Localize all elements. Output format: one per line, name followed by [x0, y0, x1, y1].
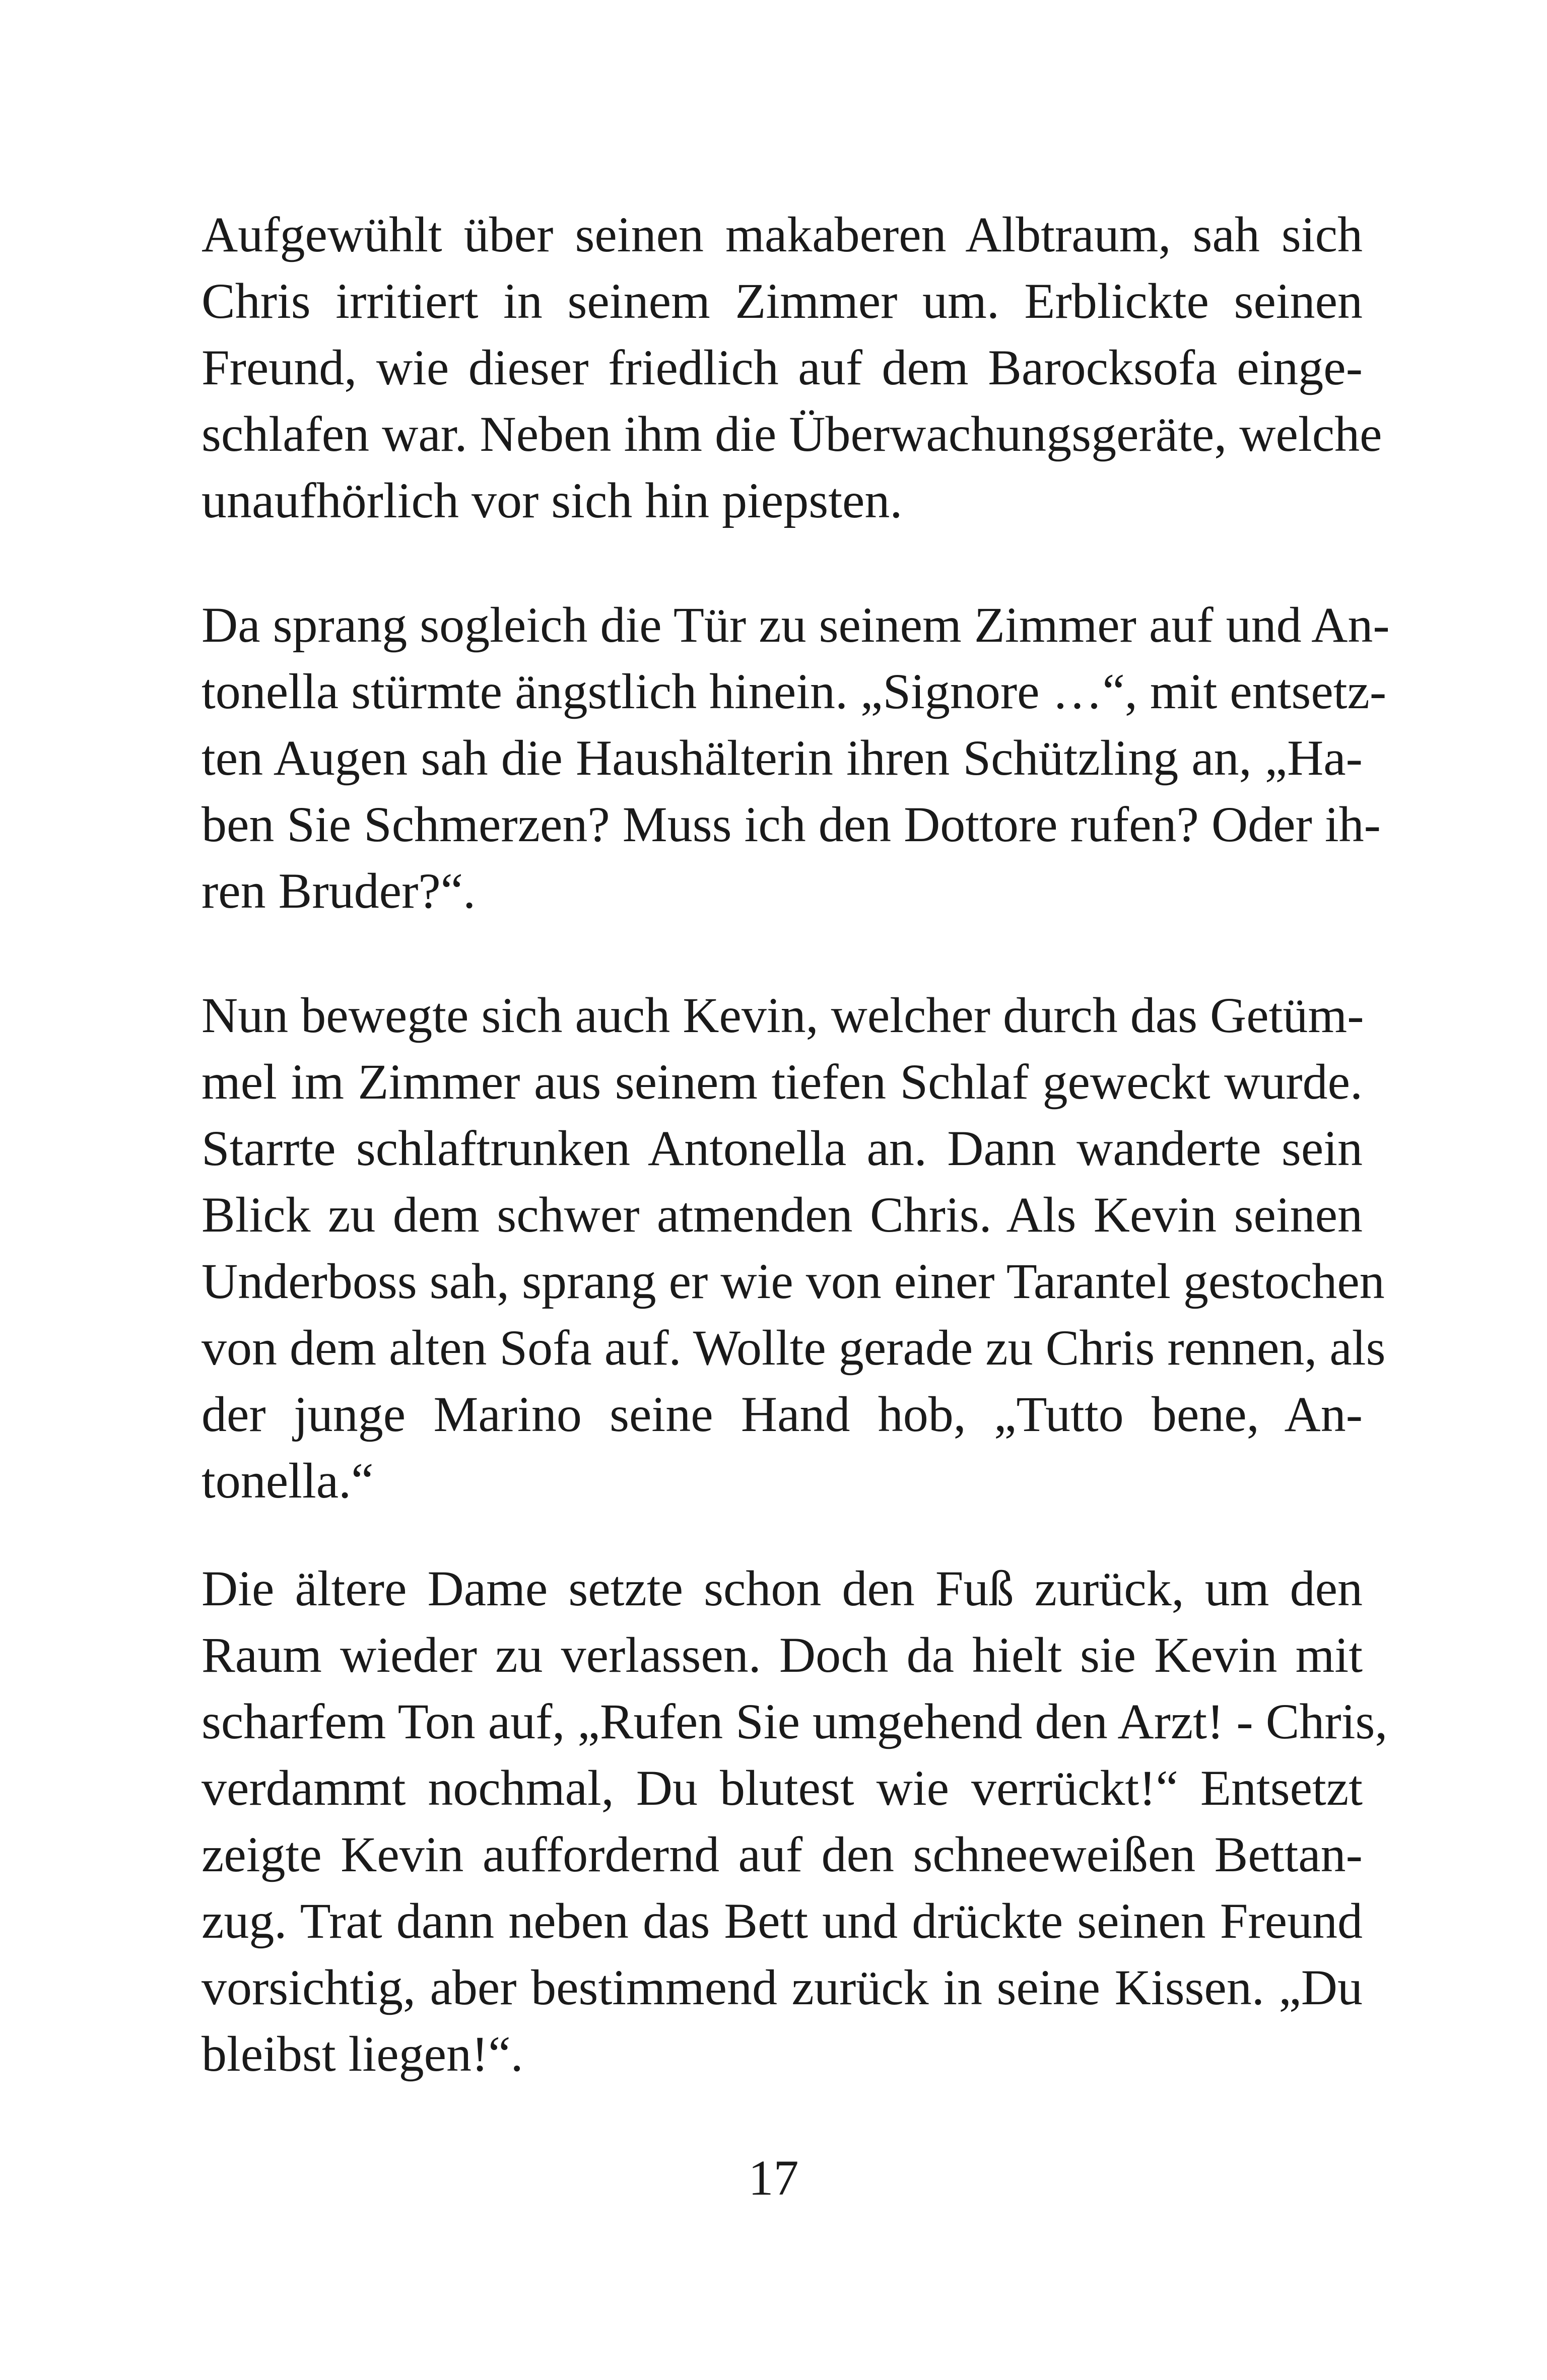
text-line: Raum wieder zu verlassen. Doch da hielt sie Kevin mit — [201, 1627, 1363, 1683]
text-line: Starrte schlaftrunken Antonella an. Dann wanderte sein — [201, 1120, 1363, 1176]
text-line: mel im Zimmer aus seinem tiefen Schlaf geweckt wurde. — [201, 1054, 1363, 1110]
text-line: zeigte Kevin auffordernd auf den schneeweißen Bettan- — [201, 1826, 1363, 1882]
text-line: zug. Trat dann neben das Bett und drückte seinen Freund — [201, 1893, 1363, 1949]
text-line: schlafen war. Neben ihm die Überwachungsgeräte, welche — [201, 406, 1382, 462]
text-line: Blick zu dem schwer atmenden Chris. Als Kevin seinen — [201, 1187, 1363, 1243]
text-line: bleibst liegen!“. — [201, 2026, 523, 2082]
text-line: der junge Marino seine Hand hob, „Tutto bene, An- — [201, 1386, 1363, 1442]
text-line: Da sprang sogleich die Tür zu seinem Zimmer auf und An- — [201, 597, 1390, 653]
text-line: ten Augen sah die Haushälterin ihren Schützling an, „Ha- — [201, 730, 1363, 786]
text-line: ben Sie Schmerzen? Muss ich den Dottore rufen? Oder ih- — [201, 796, 1381, 852]
text-line: Aufgewühlt über seinen makaberen Albtraum, sah sich — [201, 207, 1363, 262]
text-line: tonella stürmte ängstlich hinein. „Signore …“, mit entsetz- — [201, 663, 1387, 719]
text-line: Freund, wie dieser friedlich auf dem Barocksofa einge- — [201, 339, 1363, 395]
text-line: ren Bruder?“. — [201, 863, 476, 919]
text-line: von dem alten Sofa auf. Wollte gerade zu Chris rennen, als — [201, 1320, 1386, 1376]
page-number: 17 — [748, 2150, 799, 2206]
text-line: verdammt nochmal, Du blutest wie verrückt!“ Entsetzt — [201, 1760, 1363, 1816]
text-line: Underboss sah, sprang er wie von einer Tarantel gestochen — [201, 1253, 1385, 1309]
text-line: Die ältere Dame setzte schon den Fuß zurück, um den — [201, 1560, 1363, 1616]
text-line: unaufhörlich vor sich hin piepsten. — [201, 472, 903, 528]
text-line: Chris irritiert in seinem Zimmer um. Erblickte seinen — [201, 273, 1363, 329]
text-line: tonella.“ — [201, 1453, 374, 1509]
text-line: vorsichtig, aber bestimmend zurück in seine Kissen. „Du — [201, 1959, 1363, 2015]
text-line: Nun bewegte sich auch Kevin, welcher durch das Getüm- — [201, 987, 1364, 1043]
text-line: scharfem Ton auf, „Rufen Sie umgehend den Arzt! - Chris, — [201, 1693, 1388, 1749]
